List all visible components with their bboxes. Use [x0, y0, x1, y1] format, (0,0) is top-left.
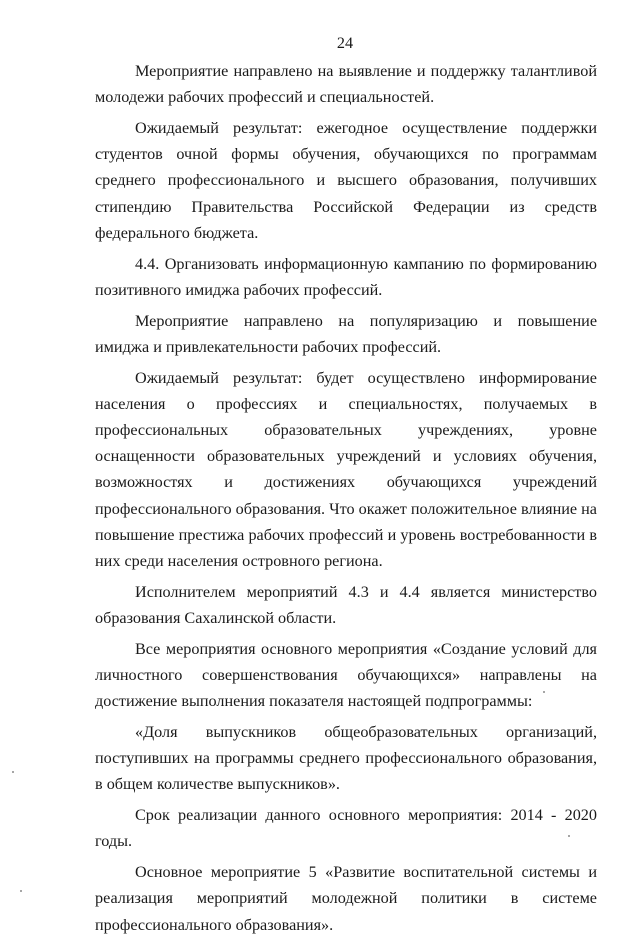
paragraph-talent-support: Мероприятие направлено на выявление и поддержку талантливой молодежи рабочих профессий и специальностей. [95, 62, 597, 107]
paragraph-main-measure-5: Основное мероприятие 5 «Развитие воспитательной системы и реализация мероприятий молодежной политики в системе профессионального образования». [95, 863, 597, 934]
scan-speck [12, 771, 14, 773]
paragraph-item-4-4: 4.4. Организовать информационную кампанию по формированию позитивного имиджа рабочих профессий. [95, 254, 597, 299]
paragraph-popularization: Мероприятие направлено на популяризацию и повышение имиджа и привлекательности рабочих профессий. [95, 311, 597, 356]
paragraph-executor: Исполнителем мероприятий 4.3 и 4.4 является министерство образования Сахалинской области. [95, 582, 597, 628]
scan-speck [568, 835, 570, 837]
scan-speck [543, 691, 545, 693]
paragraph-expected-result-scholarship: Ожидаемый результат: ежегодное осуществление поддержки студентов очной формы обучения, обучающихся по программам среднего профессионального и высшего образования, получивших стипендию Правительства Российской Федерации из средств федерального бюджета. [95, 119, 597, 242]
paragraph-expected-result-informing: Ожидаемый результат: будет осуществлено информирование населения о профессиях и специальностях, получаемых в профессиональных образовательных учреждениях, уровне оснащенности образовательных учреждений и условиях обучения, возможностях и достижениях обучающихся учреждений профессионального образования. Что окажет положительное влияние на повышение престижа рабочих профессий и уровень востребованности в них среди населения островного региона. [95, 368, 597, 571]
page-number: 24 [336, 34, 354, 52]
paragraph-all-measures: Все мероприятия основного мероприятия «Создание условий для личностного совершенствования обучающихся» направлены на достижение выполнения показателя настоящей подпрограммы: [95, 639, 597, 711]
paragraph-term: Срок реализации данного основного мероприятия: 2014 - 2020 годы. [95, 806, 597, 851]
document-body [95, 58, 597, 942]
paragraph-indicator-quote: «Доля выпускников общеобразовательных организаций, поступивших на программы среднего профессионального образования, в общем количестве выпускников». [95, 723, 597, 794]
scan-speck [20, 890, 22, 892]
